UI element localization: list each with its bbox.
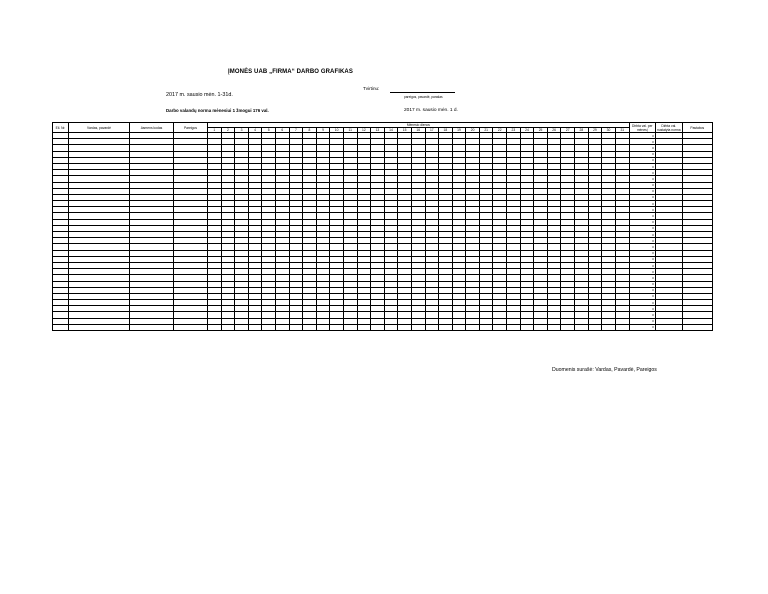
cell-day[interactable] — [235, 324, 249, 330]
cell-hours[interactable]: 0 — [629, 176, 655, 182]
cell-hours[interactable]: 0 — [629, 201, 655, 207]
day-header: 23 — [507, 128, 521, 133]
col-header-hours: Dirbta val. per mėnesį — [629, 123, 655, 133]
cell-day[interactable] — [316, 324, 330, 330]
cell-hours[interactable]: 0 — [629, 318, 655, 324]
cell-day[interactable] — [411, 324, 425, 330]
cell-hours[interactable]: 0 — [629, 324, 655, 330]
cell-position[interactable] — [174, 324, 208, 330]
day-header: 17 — [425, 128, 439, 133]
signature-caption: pareigos, pavardė, parašas — [404, 95, 443, 99]
cell-day[interactable] — [479, 324, 493, 330]
day-header: 12 — [357, 128, 371, 133]
cell-hours[interactable]: 0 — [629, 250, 655, 256]
day-header: 22 — [493, 128, 507, 133]
cell-day[interactable] — [561, 324, 575, 330]
cell-hours[interactable]: 0 — [629, 244, 655, 250]
cell-no[interactable] — [53, 324, 69, 330]
day-header: 28 — [575, 128, 589, 133]
period-text: 2017 m. sausio mėn. 1-31d. — [166, 92, 233, 98]
day-header: 13 — [371, 128, 385, 133]
day-header: 10 — [330, 128, 344, 133]
cell-hours[interactable]: 0 — [629, 163, 655, 169]
day-header: 26 — [547, 128, 561, 133]
cell-hours[interactable]: 0 — [629, 145, 655, 151]
cell-hours[interactable]: 0 — [629, 194, 655, 200]
cell-hours[interactable]: 0 — [629, 238, 655, 244]
cell-hours[interactable]: 0 — [629, 262, 655, 268]
document-date: 2017 m. sausio mėn. 1 d. — [404, 108, 458, 113]
col-header-hours-norm: Dirbta val. nustatyta norma — [656, 123, 681, 132]
cell-day[interactable] — [262, 324, 276, 330]
compiled-by-text: Duomenis surašė: Vardas, Pavardė, Pareigos — [552, 367, 657, 373]
cell-day[interactable] — [507, 324, 521, 330]
cell-day[interactable] — [439, 324, 453, 330]
day-header: 14 — [384, 128, 398, 133]
cell-hours[interactable]: 0 — [629, 269, 655, 275]
work-hours-norm: Darbo valandų norma mėnesiui 1 žmogui 176 val. — [166, 108, 269, 113]
cell-day[interactable] — [330, 324, 344, 330]
cell-hours[interactable]: 0 — [629, 312, 655, 318]
cell-hours[interactable]: 0 — [629, 151, 655, 157]
cell-hours[interactable]: 0 — [629, 287, 655, 293]
cell-day[interactable] — [466, 324, 480, 330]
day-header: 18 — [439, 128, 453, 133]
signature-line — [390, 92, 455, 93]
cell-day[interactable] — [357, 324, 371, 330]
cell-hours[interactable]: 0 — [629, 225, 655, 231]
cell-hours[interactable]: 0 — [629, 300, 655, 306]
day-header: 24 — [520, 128, 534, 133]
cell-day[interactable] — [248, 324, 262, 330]
cell-day[interactable] — [534, 324, 548, 330]
col-header-position: Pareigos — [174, 123, 208, 133]
schedule-table — [52, 122, 713, 331]
day-header: 15 — [398, 128, 412, 133]
day-header: 19 — [452, 128, 466, 133]
cell-hours[interactable]: 0 — [629, 232, 655, 238]
day-header: 27 — [561, 128, 575, 133]
col-header-days-group: Mėnesio dienos — [208, 123, 630, 128]
cell-hours[interactable]: 0 — [629, 170, 655, 176]
cell-day[interactable] — [303, 324, 317, 330]
day-header: 7 — [289, 128, 303, 133]
cell-day[interactable] — [221, 324, 235, 330]
cell-hours[interactable]: 0 — [629, 213, 655, 219]
cell-day[interactable] — [520, 324, 534, 330]
cell-hours[interactable]: 0 — [629, 281, 655, 287]
day-header: 30 — [602, 128, 616, 133]
cell-day[interactable] — [493, 324, 507, 330]
cell-hours[interactable]: 0 — [629, 157, 655, 163]
cell-day[interactable] — [289, 324, 303, 330]
day-header: 16 — [411, 128, 425, 133]
day-header: 11 — [343, 128, 357, 133]
cell-day[interactable] — [384, 324, 398, 330]
day-header: 1 — [208, 128, 222, 133]
cell-day[interactable] — [615, 324, 629, 330]
approved-label: Tvirtinu: — [363, 86, 380, 91]
cell-hours[interactable]: 0 — [629, 219, 655, 225]
cell-day[interactable] — [452, 324, 466, 330]
cell-hours[interactable]: 0 — [629, 182, 655, 188]
day-header: 5 — [262, 128, 276, 133]
page-title: ĮMONĖS UAB „FIRMA“ DARBO GRAFIKAS — [228, 69, 353, 75]
col-header-name: Vardas, pavardė — [69, 123, 130, 133]
cell-hours[interactable]: 0 — [629, 293, 655, 299]
cell-day[interactable] — [275, 324, 289, 330]
cell-day[interactable] — [588, 324, 602, 330]
cell-hours[interactable]: 0 — [629, 139, 655, 145]
cell-day[interactable] — [371, 324, 385, 330]
day-header: 6 — [275, 128, 289, 133]
cell-notes[interactable] — [682, 324, 712, 330]
day-header: 25 — [534, 128, 548, 133]
col-header-no: Eil. Nr. — [53, 123, 69, 133]
cell-id[interactable] — [130, 324, 174, 330]
cell-hours[interactable]: 0 — [629, 275, 655, 281]
cell-day[interactable] — [425, 324, 439, 330]
cell-day[interactable] — [575, 324, 589, 330]
day-header: 3 — [235, 128, 249, 133]
day-header: 29 — [588, 128, 602, 133]
cell-day[interactable] — [398, 324, 412, 330]
day-header: 21 — [479, 128, 493, 133]
cell-hours[interactable]: 0 — [629, 133, 655, 139]
day-header: 8 — [303, 128, 317, 133]
cell-name[interactable] — [69, 324, 130, 330]
day-header: 20 — [466, 128, 480, 133]
table-row — [53, 324, 713, 330]
cell-day[interactable] — [343, 324, 357, 330]
cell-hours-norm[interactable] — [655, 324, 682, 330]
cell-hours[interactable]: 0 — [629, 256, 655, 262]
col-header-notes: Pastabos — [682, 123, 712, 133]
day-header: 4 — [248, 128, 262, 133]
cell-day[interactable] — [208, 324, 222, 330]
col-header-id: Asmens kodas — [130, 123, 174, 133]
day-header: 2 — [221, 128, 235, 133]
cell-day[interactable] — [602, 324, 616, 330]
cell-hours[interactable]: 0 — [629, 306, 655, 312]
cell-hours[interactable]: 0 — [629, 188, 655, 194]
cell-day[interactable] — [547, 324, 561, 330]
cell-hours[interactable]: 0 — [629, 207, 655, 213]
day-header: 31 — [615, 128, 629, 133]
day-header: 9 — [316, 128, 330, 133]
